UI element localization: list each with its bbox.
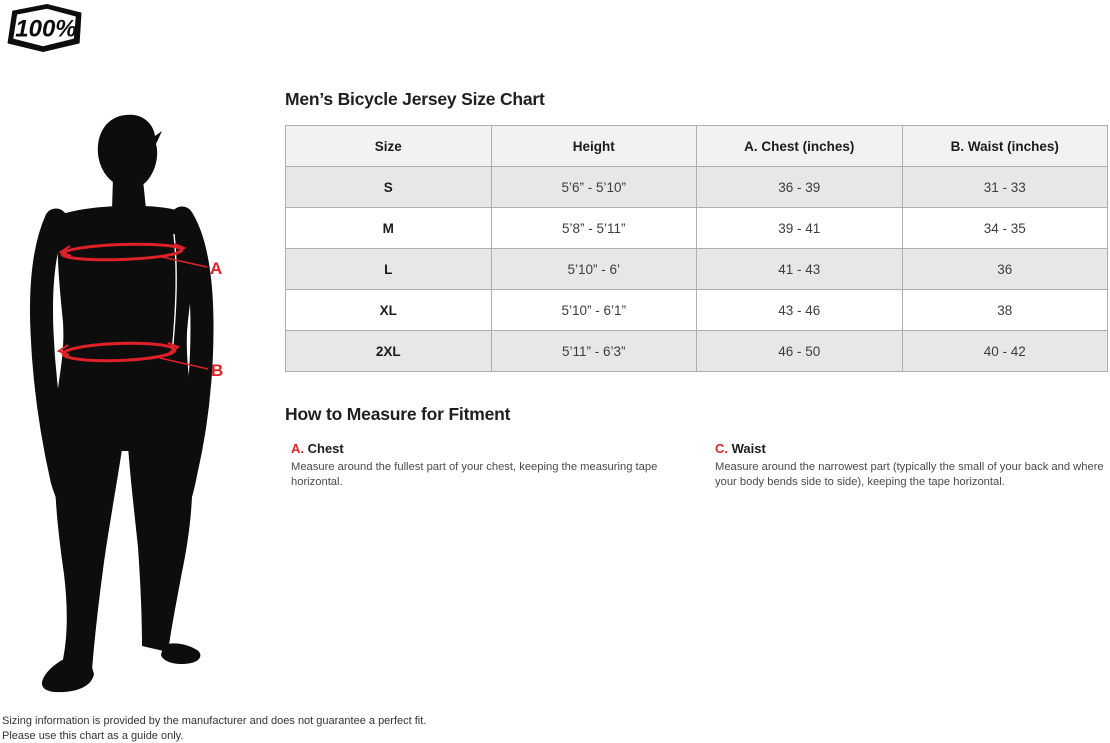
fitment-item-title	[715, 441, 1105, 456]
male-silhouette-figure	[22, 112, 262, 697]
chest-cell: 41 - 43	[697, 249, 903, 290]
table-row	[286, 167, 1108, 208]
column-header-chest: A. Chest (inches)	[697, 126, 903, 167]
disclaimer	[2, 714, 426, 743]
chest-cell: 46 - 50	[697, 331, 903, 372]
male-silhouette	[42, 115, 202, 692]
fitment-description: Measure around the narrowest part (typically the small of your back and where your body bends side to side), keeping the tape horizontal.	[715, 460, 1105, 490]
table-row	[286, 290, 1108, 331]
height-cell: 5’10” - 6’1”	[491, 290, 697, 331]
size-chart-table	[285, 125, 1108, 372]
chest-cell: 36 - 39	[697, 167, 903, 208]
chest-cell: 43 - 46	[697, 290, 903, 331]
waist-cell: 34 - 35	[902, 208, 1108, 249]
fitment-item-waist	[715, 441, 1105, 490]
fitment-heading: How to Measure for Fitment	[285, 404, 510, 425]
size-cell: L	[286, 249, 492, 290]
height-cell: 5’11” - 6’3”	[491, 331, 697, 372]
table-row	[286, 208, 1108, 249]
fitment-name: Chest	[308, 441, 344, 456]
fitment-letter: A.	[291, 441, 304, 456]
logo-text: 100%	[15, 16, 76, 43]
disclaimer-line-2: Please use this chart as a guide only.	[2, 729, 426, 743]
table-row	[286, 249, 1108, 290]
chest-cell: 39 - 41	[697, 208, 903, 249]
waist-cell: 36	[902, 249, 1108, 290]
height-cell: 5’8” - 5’11”	[491, 208, 697, 249]
chest-label-a: A	[210, 259, 222, 278]
height-cell: 5’10” - 6’	[491, 249, 697, 290]
brand-logo	[3, 3, 87, 53]
size-cell: S	[286, 167, 492, 208]
fitment-letter: C.	[715, 441, 728, 456]
fitment-item-chest	[291, 441, 681, 490]
size-chart-section	[285, 0, 1108, 742]
fitment-item-title	[291, 441, 681, 456]
column-header-size: Size	[286, 126, 492, 167]
waist-cell: 40 - 42	[902, 331, 1108, 372]
size-chart-table-wrap	[285, 125, 1108, 372]
column-header-waist: B. Waist (inches)	[902, 126, 1108, 167]
waist-cell: 38	[902, 290, 1108, 331]
height-cell: 5’6” - 5’10”	[491, 167, 697, 208]
page-title: Men’s Bicycle Jersey Size Chart	[285, 89, 545, 110]
table-row	[286, 331, 1108, 372]
waist-cell: 31 - 33	[902, 167, 1108, 208]
size-cell: M	[286, 208, 492, 249]
size-cell: 2XL	[286, 331, 492, 372]
disclaimer-line-1: Sizing information is provided by the manufacturer and does not guarantee a perfect fit.	[2, 714, 426, 729]
size-cell: XL	[286, 290, 492, 331]
table-header-row	[286, 126, 1108, 167]
waist-label-b: B	[211, 361, 223, 380]
measurement-diagram	[22, 112, 262, 697]
brand-logo-badge	[3, 3, 87, 53]
column-header-height: Height	[491, 126, 697, 167]
fitment-name: Waist	[732, 441, 766, 456]
fitment-description: Measure around the fullest part of your chest, keeping the measuring tape horizontal.	[291, 460, 681, 490]
